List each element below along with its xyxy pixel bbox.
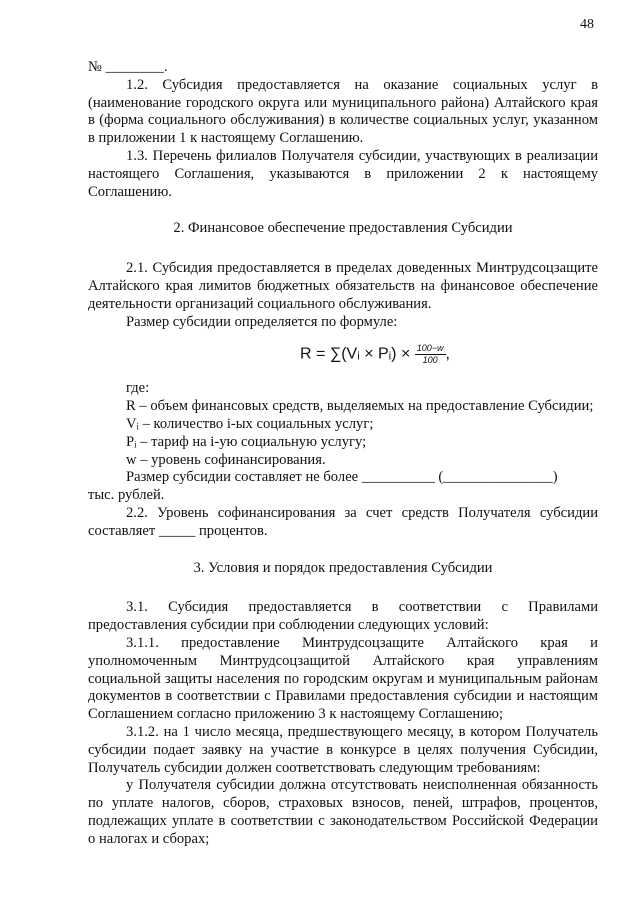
- paragraph-3-1-2: 3.1.2. на 1 число месяца, предшествующего месяцу, в котором Получатель субсидии подает заявку на участие в конкурсе в целях получения Субсидии, Получатель субсидии должен соответствовать следующим требованиям:: [88, 723, 598, 776]
- paragraph-2-2: 2.2. Уровень софинансирования за счет средств Получателя субсидии составляет _____ процентов.: [88, 504, 598, 539]
- definition-p: Pᵢ – тариф на i-ую социальную услугу;: [126, 433, 367, 450]
- subsidy-formula: [152, 343, 598, 366]
- formula-denominator: 100: [422, 355, 438, 366]
- paragraph-2-1: 2.1. Субсидия предоставляется в пределах доведенных Минтрудсоцзащите Алтайского края лимитов бюджетных обязательств на финансовое обеспечение деятельности организаций социального обслуживания.: [88, 260, 598, 312]
- paragraph-3-1-1: 3.1.1. предоставление Минтрудсоцзащите Алтайского края и уполномоченным Минтрудсоцзащитой Алтайского края управлениям социальной защиты населения по городским округам и муниципальным районам документов в соответствии с Правилами предоставления субсидии и настоящим Соглашением согласно приложению 3 к настоящему Соглашению;: [88, 634, 598, 723]
- subsidy-limit-unit: тыс. рублей.: [88, 487, 165, 504]
- paragraph-1-3: 1.3. Перечень филиалов Получателя субсидии, участвующих в реализации настоящего Соглашения, указываются в приложении 2 к настоящему Соглашению.: [88, 147, 598, 200]
- agreement-number-line: № ________.: [88, 59, 168, 75]
- definition-v: Vᵢ – количество i-ых социальных услуг;: [126, 415, 374, 432]
- document-body: [88, 59, 598, 848]
- definition-w: w – уровень софинансирования.: [126, 451, 326, 468]
- where-label: где:: [126, 380, 150, 397]
- paragraph-requirement: у Получателя субсидии должна отсутствовать неисполненная обязанность по уплате налогов, сборов, страховых взносов, пеней, штрафов, процентов, подлежащих уплате в соответствии с законодательством Российской Федерации о налогах и сборах;: [88, 777, 598, 847]
- formula-intro: Размер субсидии определяется по формуле:: [126, 313, 398, 330]
- formula-tail: ,: [445, 346, 450, 364]
- paragraph-3-1: 3.1. Субсидия предоставляется в соответствии с Правилами предоставления субсидии при соблюдении следующих условий:: [88, 599, 598, 634]
- section-heading-2: 2. Финансовое обеспечение предоставления Субсидии: [173, 220, 513, 237]
- formula-fraction: [415, 343, 446, 366]
- page-number: 48: [580, 17, 594, 32]
- subsidy-limit: Размер субсидии составляет не более __________ (_______________): [126, 469, 558, 486]
- paragraph-1-2: 1.2. Субсидия предоставляется на оказание социальных услуг в (наименование городского округа или муниципального района) Алтайского края в (форма социального обслуживания) в количестве социальных услуг, указанном в приложении 1 к настоящему Соглашению.: [88, 76, 598, 147]
- formula-main: R = ∑(Vᵢ × Pᵢ) ×: [300, 346, 411, 364]
- definition-r: R – объем финансовых средств, выделяемых на предоставление Субсидии;: [126, 398, 594, 415]
- section-heading-3: 3. Условия и порядок предоставления Субсидии: [193, 559, 493, 576]
- formula-numerator: 100−w: [416, 343, 444, 354]
